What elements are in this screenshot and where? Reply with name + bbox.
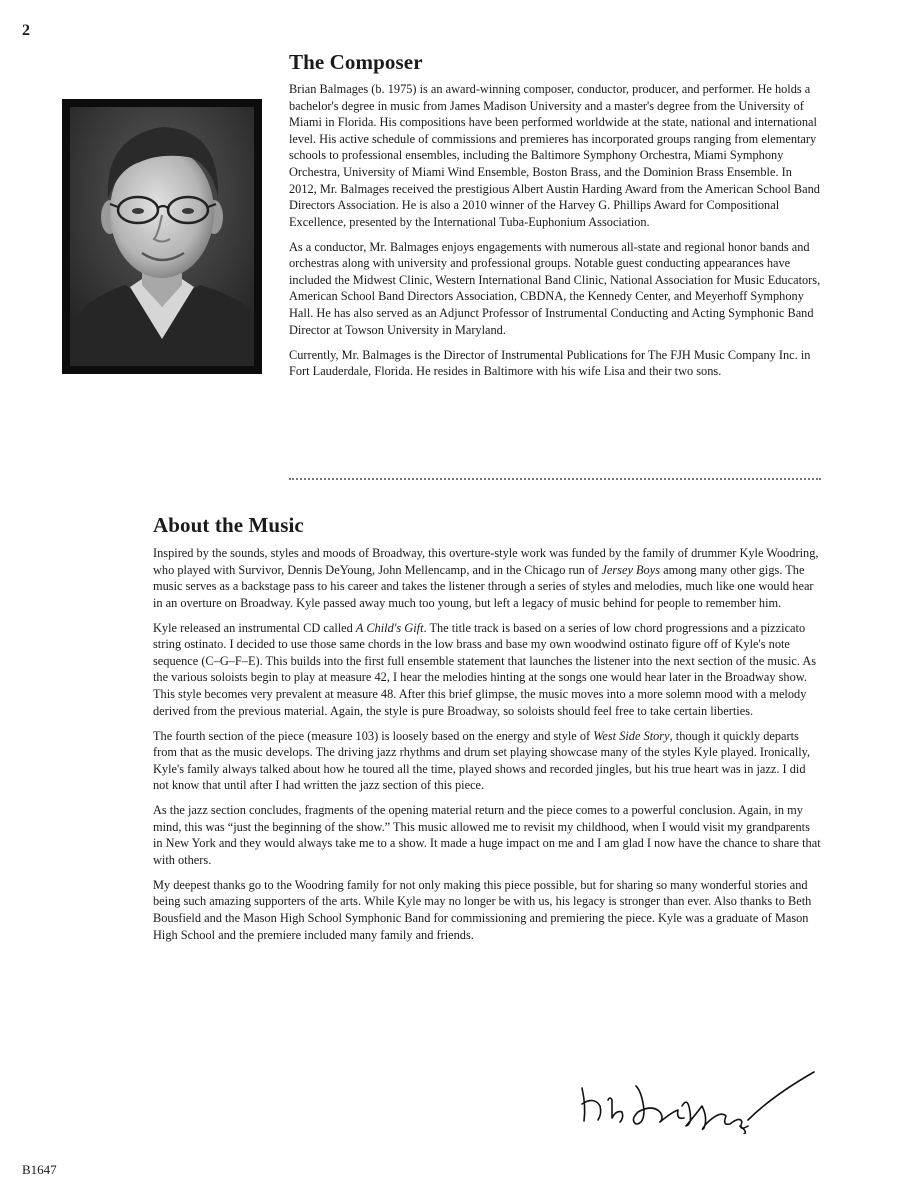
composer-heading: The Composer: [289, 50, 423, 74]
dotted-divider: [289, 478, 821, 480]
handwritten-signature: [572, 1066, 817, 1134]
music-paragraph-5: My deepest thanks go to the Woodring family for not only making this piece possible, but for sharing so many wonderful stories and being such amazing supporters of the arts. While Kyle may no longer be with us, his legacy is stronger than ever. Also thanks to Beth Bousfield and the Mason High School Symphonic Band for commissioning and premiering the piece. Kyle was a graduate of Mason High School and the premiere included many family and friends.: [153, 877, 812, 942]
text-span: Kyle released an instrumental CD called: [153, 620, 356, 635]
about-music-section: [153, 513, 821, 952]
composer-section: [289, 50, 821, 388]
text-span: The fourth section of the piece (measure 103) is loosely based on the energy and style of: [153, 728, 594, 743]
west-side-story-title: West Side Story: [593, 728, 670, 743]
composer-paragraph-1: Brian Balmages (b. 1975) is an award-winning composer, conductor, producer, and performer. He holds a bachelor's degree in music from James Madison University and a master's degree from the University of Miami in Florida. His compositions have been performed worldwide at the state, national and international level. His active schedule of commissions and premieres has incorporated groups ranging from elementary schools to professional ensembles, including the Baltimore Symphony Orchestra, Miami Symphony Orchestra, University of Miami Wind Ensemble, Boston Brass, and the Dominion Brass Ensemble. In 2012, Mr. Balmages received the prestigious Albert Austin Harding Award from the American School Band Directors Association. He is also a 2010 winner of the Harvey G. Phillips Award for Compositional Excellence, presented by the International Tuba-Euphonium Association.: [289, 82, 820, 229]
portrait-image: [70, 107, 254, 366]
music-paragraph-4: As the jazz section concludes, fragments of the opening material return and the piece comes to a powerful conclusion. Again, in my mind, this was “just the beginning of the show.” This music allowed me to revisit my childhood, when I would visit my grandparents in New York and they would always take me to a show. It made a huge impact on me and I am glad I now have the chance to share that with others.: [153, 803, 821, 867]
text-span: among many other gigs. The music serves as a backstage pass to his career and takes the listener through a series of styles and melodies, much like one would hear in an overture on Broadway. Kyle passed away much too young, but left a legacy of music behind for people to remember him.: [153, 562, 814, 610]
a-childs-gift-title: A Child's Gift: [355, 620, 424, 635]
text-span: , though it quickly departs from that as the music develops. The driving jazz rhythms and drum set playing showcase many of the styles Kyle played. Ironically, Kyle's family always talked about how he toured all the time, played shows and recorded jingles, but his true heart was in jazz. I did not know that until after I had written the jazz section of this piece.: [153, 728, 811, 793]
text-span: Inspired by the sounds, styles and moods of Broadway, this overture-style work was funded by the family of drummer Kyle Woodring, who played with Survivor, Dennis DeYoung, John Mellencamp, and in the Chicago run of: [153, 546, 819, 577]
composer-paragraph-2: As a conductor, Mr. Balmages enjoys engagements with numerous all-state and regional honor bands and orchestras along with university and professional groups. Notable guest conducting appearances have included the Midwest Clinic, Western International Band Clinic, National Association for Music Educators, American School Band Directors Association, CBDNA, the Kennedy Center, and Meyerhoff Symphony Hall. He has also served as an Adjunct Professor of Instrumental Conducting and Acting Symphonic Band Director at Towson University in Maryland.: [289, 239, 821, 337]
footer-catalog-code: B1647: [22, 1162, 57, 1177]
page-number: 2: [22, 22, 30, 39]
jersey-boys-title: Jersey Boys: [601, 562, 661, 577]
music-paragraph-2: [153, 620, 821, 720]
music-heading: About the Music: [153, 513, 304, 537]
composer-portrait-photo: [62, 99, 262, 374]
text-span: . The title track is based on a series of low chord progressions and a pizzicato string ostinato. I decided to use those same chords in the low brass and base my own woodwind ostinato figure off of Kyle's note sequence (C–G–F–E). This builds into the first full ensemble statement that launches the listener into the next section of the music. As the various soloists begin to play at measure 42, I hear the melodies hinting at the songs one would hear later in the Broadway show. This style becomes very prevalent at measure 48. After this brief glimpse, the music moves into a more solemn mood with a melody derived from the previous material. Again, the style is pure Broadway, so soloists should feel free to take certain liberties.: [153, 620, 817, 718]
music-paragraph-1: [153, 545, 821, 611]
composer-paragraph-3: Currently, Mr. Balmages is the Director of Instrumental Publications for The FJH Music Company Inc. in Fort Lauderdale, Florida. He resides in Baltimore with his wife Lisa and their two sons.: [289, 347, 811, 379]
music-paragraph-3: [153, 728, 821, 794]
